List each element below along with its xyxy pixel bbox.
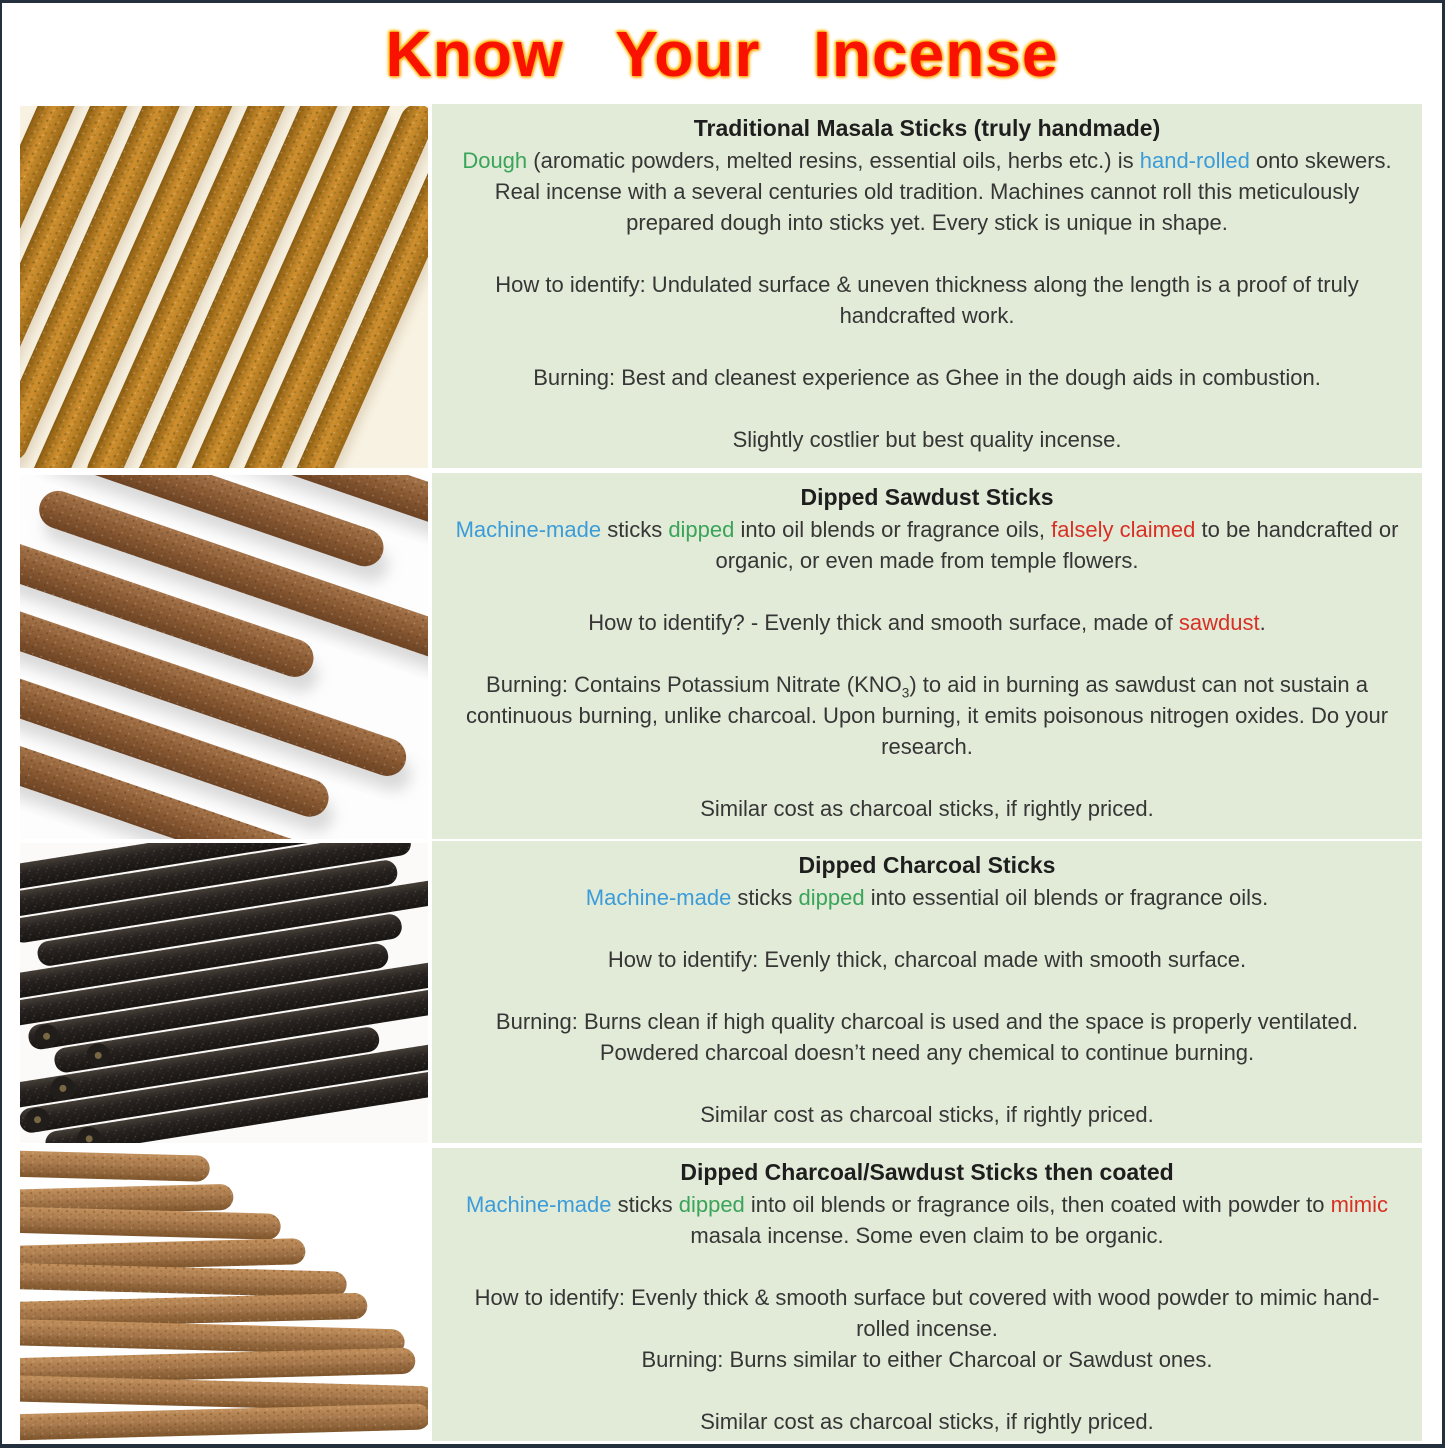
- body-text: 3: [901, 685, 910, 701]
- section-paragraph: [452, 607, 1402, 638]
- highlight-text-green: dipped: [668, 517, 735, 542]
- highlight-text-blue: hand-rolled: [1139, 148, 1250, 173]
- body-text: onto skewers. Real incense with a several centuries old tradition. Machines cannot roll this meticulously prepared dough into sticks yet. Every stick is unique in shape.: [494, 148, 1392, 235]
- body-text: How to identify: Evenly thick, charcoal made with smooth surface.: [607, 947, 1247, 972]
- body-text: How to identify: Evenly thick & smooth surface but covered with wood powder to mimic hand-rolled incense.: [474, 1285, 1380, 1341]
- charcoal-sticks-photo: [20, 843, 428, 1143]
- body-text: .: [1259, 610, 1266, 635]
- section-dipped-charcoal-sawdust-sticks-then-coated: [2, 1148, 1442, 1441]
- highlight-text-green: dipped: [798, 885, 865, 910]
- body-text: Burning: Burns clean if high quality charcoal is used and the space is properly ventilated. Powdered charcoal doesn’t need any chemical to continue burning.: [495, 1009, 1359, 1065]
- section-paragraph: [452, 793, 1402, 824]
- highlight-text-blue: Machine-made: [465, 1192, 612, 1217]
- section-paragraph: [452, 1282, 1402, 1344]
- body-text: Similar cost as charcoal sticks, if rightly priced.: [700, 1102, 1154, 1127]
- section-paragraph: [452, 145, 1402, 238]
- section-heading: Dipped Charcoal Sticks: [798, 852, 1056, 878]
- body-text: Burning: Best and cleanest experience as Ghee in the dough aids in combustion.: [533, 365, 1321, 390]
- body-text: to be handcrafted or organic, or even made from temple flowers.: [715, 517, 1399, 573]
- body-text: Slightly costlier but best quality incense.: [732, 427, 1122, 452]
- section-paragraph: [452, 269, 1402, 331]
- section-paragraph: [452, 944, 1402, 975]
- highlight-text-red: sawdust: [1178, 610, 1260, 635]
- body-text: How to identify? - Evenly thick and smooth surface, made of: [588, 610, 1179, 635]
- body-text: into essential oil blends or fragrance oils.: [864, 885, 1269, 910]
- highlight-text-blue: Machine-made: [455, 517, 602, 542]
- section-dipped-sawdust-sticks: [2, 473, 1442, 839]
- section-paragraph: [452, 424, 1402, 455]
- section-paragraph: [452, 669, 1402, 762]
- section-paragraph: [452, 1006, 1402, 1068]
- section-panel: [432, 473, 1422, 839]
- body-text: Similar cost as charcoal sticks, if rightly priced.: [700, 1409, 1154, 1434]
- section-paragraph: [452, 1189, 1402, 1251]
- section-panel: [432, 1148, 1422, 1441]
- section-traditional-masala-sticks-truly-handmade: [2, 104, 1442, 468]
- highlight-text-green: Dough: [462, 148, 528, 173]
- body-text: Burning: Burns similar to either Charcoal or Sawdust ones.: [641, 1347, 1213, 1372]
- page-header: [2, 5, 1442, 103]
- body-text: How to identify: Undulated surface & uneven thickness along the length is a proof of truly handcrafted work.: [495, 272, 1359, 328]
- section-paragraph: [452, 514, 1402, 576]
- sawdust-sticks-photo: [20, 475, 428, 839]
- page-title: Know Your Incense: [385, 18, 1059, 90]
- body-text: (aromatic powders, melted resins, essential oils, herbs etc.) is: [527, 148, 1140, 173]
- section-panel: [432, 841, 1422, 1143]
- body-text: sticks: [611, 1192, 679, 1217]
- body-text: ) to aid in burning as sawdust can not sustain a continuous burning, unlike charcoal. Upon burning, it emits poisonous nitrogen oxides. Do your research.: [465, 672, 1389, 759]
- body-text: sticks: [601, 517, 669, 542]
- section-paragraph: [452, 1406, 1402, 1437]
- section-panel: [432, 104, 1422, 468]
- highlight-text-red: mimic: [1330, 1192, 1389, 1217]
- section-paragraph: [452, 362, 1402, 393]
- body-text: Burning: Contains Potassium Nitrate (KNO: [486, 672, 902, 697]
- coated-sticks-photo: [20, 1150, 428, 1441]
- section-paragraph: [452, 1344, 1402, 1375]
- body-text: into oil blends or fragrance oils, then coated with powder to: [744, 1192, 1331, 1217]
- section-heading: Dipped Sawdust Sticks: [800, 484, 1054, 510]
- highlight-text-green: dipped: [678, 1192, 745, 1217]
- body-text: Similar cost as charcoal sticks, if rightly priced.: [700, 796, 1154, 821]
- section-dipped-charcoal-sticks: [2, 841, 1442, 1143]
- body-text: masala incense. Some even claim to be organic.: [690, 1223, 1164, 1248]
- section-paragraph: [452, 882, 1402, 913]
- body-text: sticks: [731, 885, 799, 910]
- highlight-text-blue: Machine-made: [585, 885, 732, 910]
- section-paragraph: [452, 1099, 1402, 1130]
- masala-sticks-photo: [20, 106, 428, 468]
- section-heading: Dipped Charcoal/Sawdust Sticks then coated: [680, 1159, 1174, 1185]
- highlight-text-red: falsely claimed: [1051, 517, 1196, 542]
- section-heading: Traditional Masala Sticks (truly handmade): [693, 115, 1161, 141]
- body-text: into oil blends or fragrance oils,: [734, 517, 1052, 542]
